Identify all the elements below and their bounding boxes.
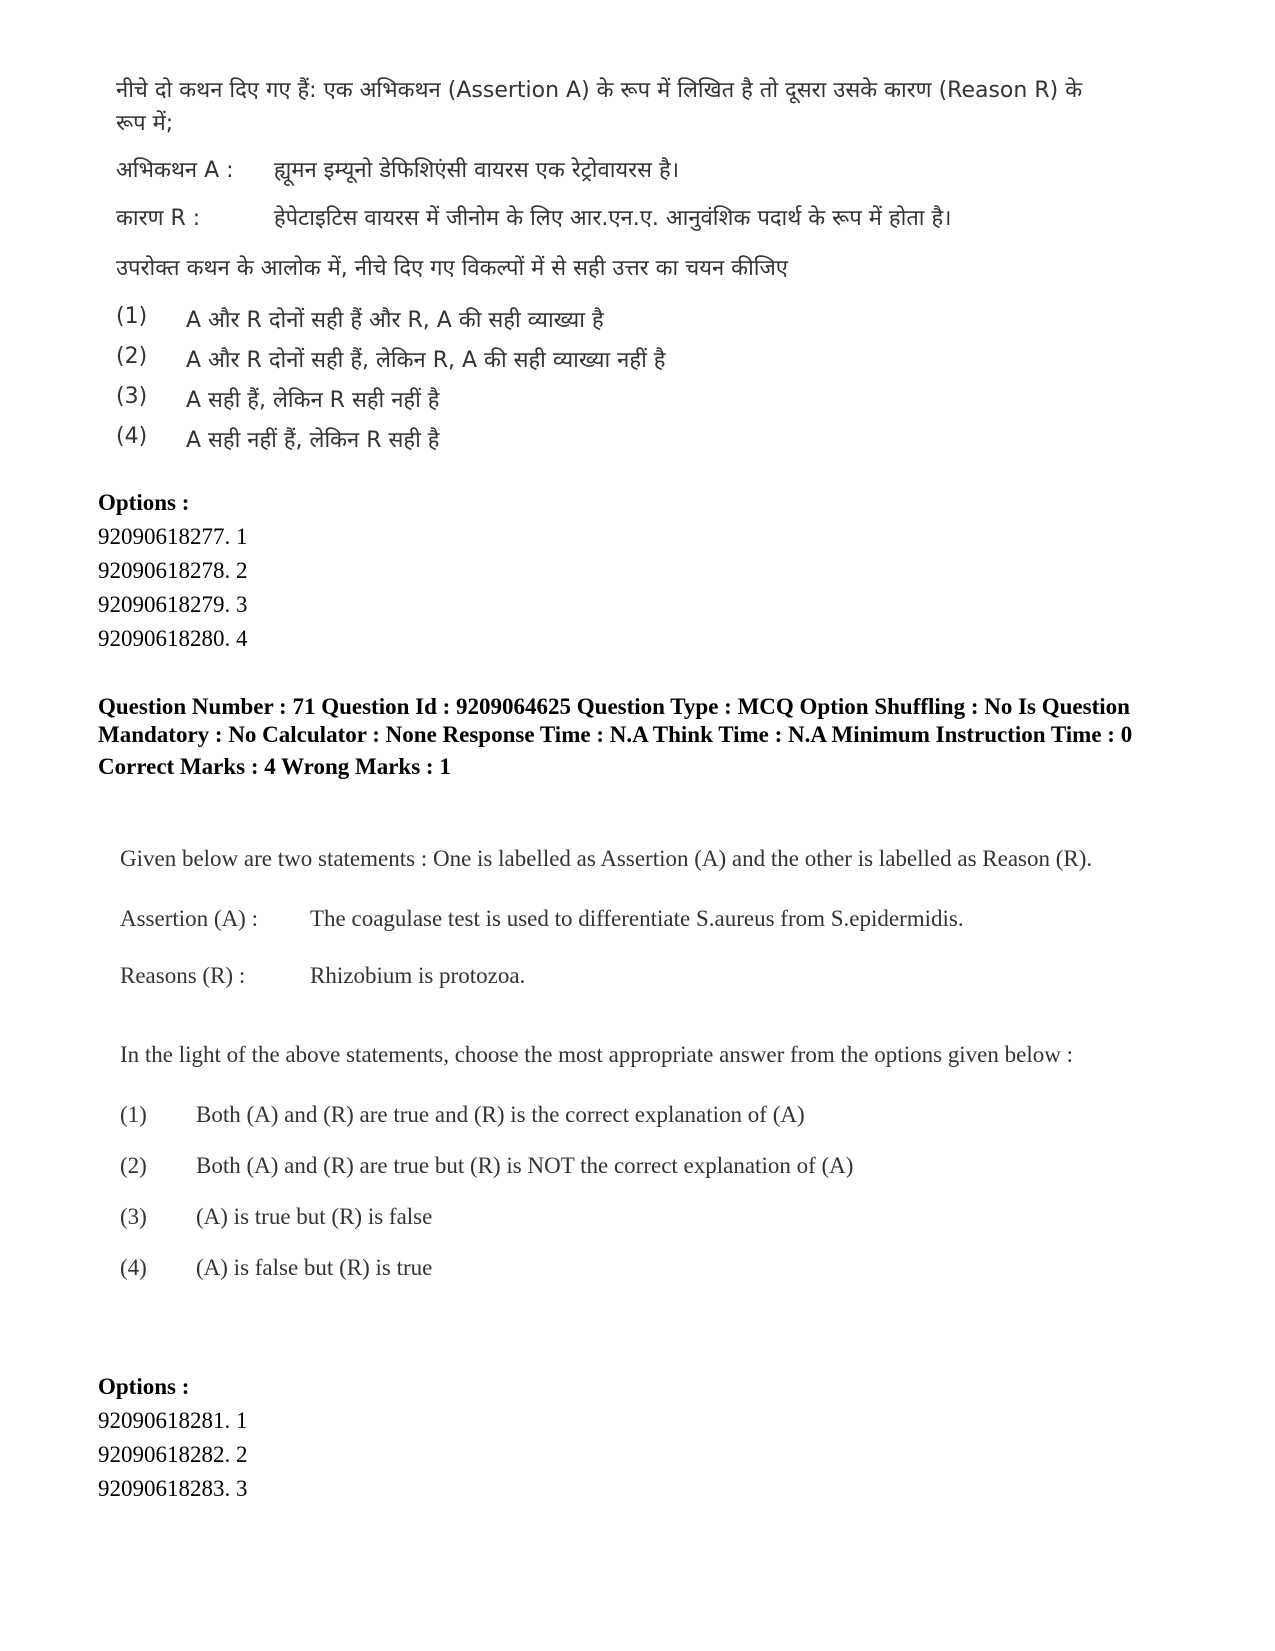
question-meta bbox=[98, 693, 1178, 781]
english-option-text: Both (A) and (R) are true and (R) is the correct explanation of (A) bbox=[196, 1102, 805, 1127]
english-option-text: Both (A) and (R) are true but (R) is NOT the correct explanation of (A) bbox=[196, 1153, 854, 1178]
english-intro: Given below are two statements : One is labelled as Assertion (A) and the other is labelled as Reason (R). bbox=[120, 846, 1093, 871]
hindi-option-text: A और R दोनों सही हैं, लेकिन R, A की सही व्याख्या नहीं है bbox=[186, 348, 666, 373]
english-assertion-label: Assertion (A) : bbox=[120, 906, 258, 931]
hindi-option bbox=[116, 344, 1116, 384]
english-instruction: In the light of the above statements, choose the most appropriate answer from the options given below : bbox=[120, 1042, 1073, 1067]
english-reason-label: Reasons (R) : bbox=[120, 963, 246, 988]
english-option-number: (1) bbox=[120, 1102, 147, 1127]
hindi-reason-row bbox=[116, 202, 1116, 250]
hindi-option bbox=[116, 304, 1116, 344]
hindi-question-block bbox=[116, 74, 1116, 464]
hindi-option bbox=[116, 424, 1116, 464]
hindi-option-number: (3) bbox=[116, 384, 148, 409]
english-option-text: (A) is true but (R) is false bbox=[196, 1204, 433, 1229]
hindi-intro: नीचे दो कथन दिए गए हैं: एक अभिकथन (Assertion A) के रूप में लिखित है तो दूसरा उसके कारण (Reason R) के रूप में; bbox=[116, 78, 1083, 136]
option-id-item: 92090618278. 2 bbox=[98, 558, 248, 583]
hindi-option-number: (2) bbox=[116, 344, 148, 369]
hindi-option bbox=[116, 384, 1116, 424]
options-list bbox=[98, 1370, 248, 1506]
english-option bbox=[120, 1153, 1120, 1204]
hindi-assertion-text: ह्यूमन इम्यूनो डेफिशिएंसी वायरस एक रेट्रोवायरस है। bbox=[274, 158, 680, 183]
option-id-item: 92090618277. 1 bbox=[98, 524, 248, 549]
hindi-option-text: A सही हैं, लेकिन R सही नहीं है bbox=[186, 388, 440, 413]
option-id-item: 92090618280. 4 bbox=[98, 626, 248, 651]
english-option-number: (2) bbox=[120, 1153, 147, 1178]
hindi-option-number: (4) bbox=[116, 424, 148, 449]
hindi-reason-text: हेपेटाइटिस वायरस में जीनोम के लिए आर.एन.ए. आनुवंशिक पदार्थ के रूप में होता है। bbox=[274, 206, 952, 231]
hindi-instruction: उपरोक्त कथन के आलोक में, नीचे दिए गए विकल्पों में से सही उत्तर का चयन कीजिए bbox=[116, 256, 788, 281]
option-id-item: 92090618282. 2 bbox=[98, 1442, 248, 1467]
hindi-assertion-row bbox=[116, 154, 1116, 202]
english-option-text: (A) is false but (R) is true bbox=[196, 1255, 433, 1280]
question-meta-line: Question Number : 71 Question Id : 9209064625 Question Type : MCQ Option Shuffling : No Is Question Mandatory : No Calculator : None Response Time : N.A Think Time : N.A Minimum Instruction Time : 0 bbox=[98, 694, 1133, 747]
english-assertion-row bbox=[120, 906, 1120, 963]
options-list bbox=[98, 486, 248, 656]
english-option bbox=[120, 1204, 1120, 1255]
hindi-option-number: (1) bbox=[116, 304, 148, 329]
options-title: Options : bbox=[98, 490, 190, 515]
options-title: Options : bbox=[98, 1374, 190, 1399]
english-reason-text: Rhizobium is protozoa. bbox=[310, 963, 526, 988]
english-option-number: (4) bbox=[120, 1255, 147, 1280]
option-id-item: 92090618281. 1 bbox=[98, 1408, 248, 1433]
option-id-item: 92090618279. 3 bbox=[98, 592, 248, 617]
hindi-option-text: A सही नहीं हैं, लेकिन R सही है bbox=[186, 428, 440, 453]
english-assertion-text: The coagulase test is used to differentiate S.aureus from S.epidermidis. bbox=[310, 906, 964, 931]
hindi-reason-label: कारण R : bbox=[116, 206, 201, 231]
marks-line: Correct Marks : 4 Wrong Marks : 1 bbox=[98, 754, 451, 779]
english-question-block bbox=[120, 838, 1120, 1306]
english-reason-row bbox=[120, 963, 1120, 1020]
english-option bbox=[120, 1255, 1120, 1306]
english-option bbox=[120, 1102, 1120, 1153]
hindi-assertion-label: अभिकथन A : bbox=[116, 158, 234, 183]
option-id-item: 92090618283. 3 bbox=[98, 1476, 248, 1501]
hindi-option-text: A और R दोनों सही हैं और R, A की सही व्याख्या है bbox=[186, 308, 604, 333]
english-option-number: (3) bbox=[120, 1204, 147, 1229]
